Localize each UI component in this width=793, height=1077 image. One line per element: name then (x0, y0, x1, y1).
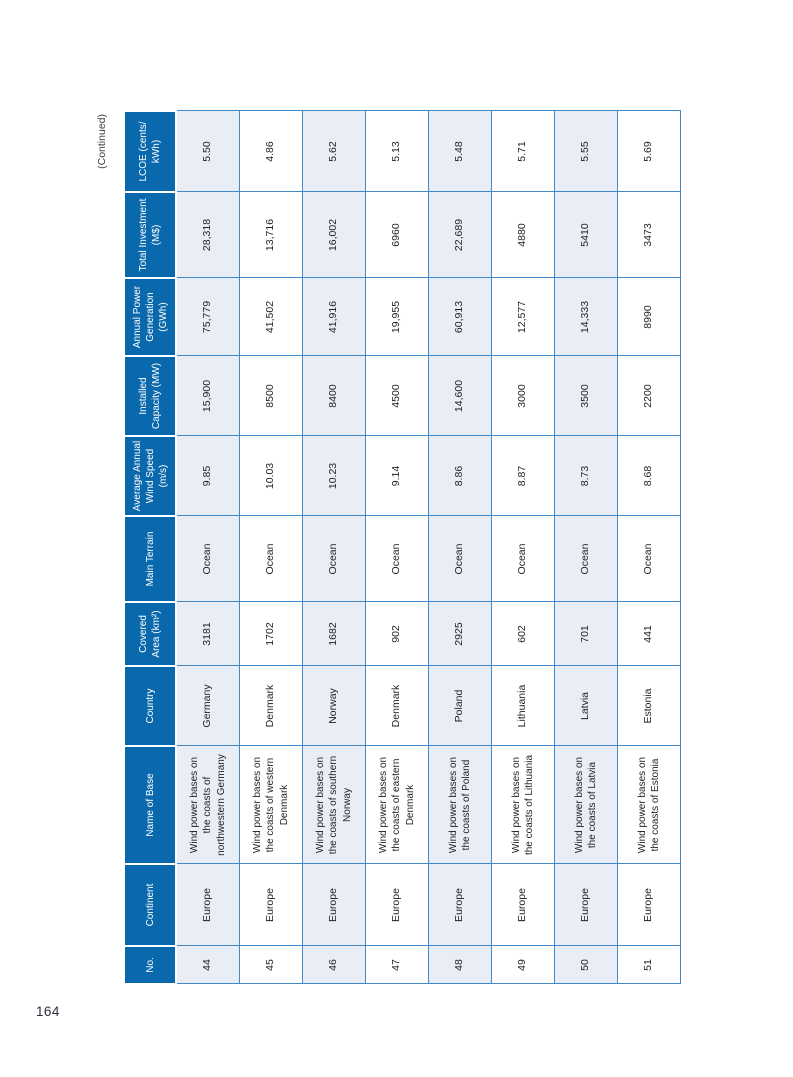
cell-name: Wind power bases on the coasts of eastern Denmark (366, 746, 429, 864)
cell-lcoe: 5.69 (618, 111, 681, 192)
cell-capacity: 8400 (303, 356, 366, 436)
cell-lcoe: 5.48 (429, 111, 492, 192)
cell-lcoe: 5.55 (555, 111, 618, 192)
cell-country: Germany (176, 666, 240, 746)
cell-continent: Europe (303, 864, 366, 946)
cell-capacity: 3000 (492, 356, 555, 436)
offshore-wind-bases-table (123, 110, 681, 985)
table-row (492, 111, 555, 984)
cell-name: Wind power bases on the coasts of Latvia (555, 746, 618, 864)
cell-investment: 6960 (366, 192, 429, 278)
table-row (303, 111, 366, 984)
cell-lcoe: 4.86 (240, 111, 303, 192)
cell-wind-speed: 8.86 (429, 436, 492, 516)
cell-generation: 12,577 (492, 278, 555, 356)
column-header-covered-area: Covered Area (km²) (124, 602, 176, 666)
cell-terrain: Ocean (240, 516, 303, 602)
column-header-no: No. (124, 946, 176, 984)
cell-wind-speed: 8.73 (555, 436, 618, 516)
table-row (176, 111, 240, 984)
page-number: 164 (36, 1004, 60, 1019)
cell-generation: 19,955 (366, 278, 429, 356)
cell-continent: Europe (176, 864, 240, 946)
table-row (555, 111, 618, 984)
column-header-generation: Annual Power Generation (GWh) (124, 278, 176, 356)
cell-wind-speed: 9.14 (366, 436, 429, 516)
cell-terrain: Ocean (492, 516, 555, 602)
cell-continent: Europe (555, 864, 618, 946)
cell-name: Wind power bases on the coasts of Estonia (618, 746, 681, 864)
cell-no: 47 (366, 946, 429, 984)
cell-generation: 8990 (618, 278, 681, 356)
cell-capacity: 3500 (555, 356, 618, 436)
cell-country: Denmark (240, 666, 303, 746)
cell-covered-area: 441 (618, 602, 681, 666)
cell-investment: 16,002 (303, 192, 366, 278)
cell-terrain: Ocean (555, 516, 618, 602)
cell-investment: 22,689 (429, 192, 492, 278)
table-header (124, 111, 176, 984)
cell-generation: 60,913 (429, 278, 492, 356)
cell-covered-area: 701 (555, 602, 618, 666)
cell-wind-speed: 8.68 (618, 436, 681, 516)
table-row (618, 111, 681, 984)
cell-name: Wind power bases on the coasts of Lithuania (492, 746, 555, 864)
table-row (429, 111, 492, 984)
table-row (240, 111, 303, 984)
column-header-continent: Continent (124, 864, 176, 946)
cell-capacity: 8500 (240, 356, 303, 436)
cell-name: Wind power bases on the coasts of southern Norway (303, 746, 366, 864)
cell-generation: 14,333 (555, 278, 618, 356)
cell-wind-speed: 8.87 (492, 436, 555, 516)
cell-country: Poland (429, 666, 492, 746)
cell-no: 50 (555, 946, 618, 984)
column-header-capacity: Installed Capacity (MW) (124, 356, 176, 436)
cell-capacity: 4500 (366, 356, 429, 436)
cell-investment: 4880 (492, 192, 555, 278)
cell-covered-area: 602 (492, 602, 555, 666)
cell-country: Latvia (555, 666, 618, 746)
cell-country: Lithuania (492, 666, 555, 746)
cell-terrain: Ocean (366, 516, 429, 602)
cell-name: Wind power bases on the coasts of northwestern Germany (176, 746, 240, 864)
cell-lcoe: 5.71 (492, 111, 555, 192)
cell-wind-speed: 9.85 (176, 436, 240, 516)
cell-country: Estonia (618, 666, 681, 746)
cell-investment: 13,716 (240, 192, 303, 278)
column-header-lcoe: LCOE (cents/ kWh) (124, 111, 176, 192)
column-header-name: Name of Base (124, 746, 176, 864)
cell-terrain: Ocean (176, 516, 240, 602)
cell-generation: 75,779 (176, 278, 240, 356)
cell-continent: Europe (429, 864, 492, 946)
cell-covered-area: 902 (366, 602, 429, 666)
cell-terrain: Ocean (303, 516, 366, 602)
cell-no: 49 (492, 946, 555, 984)
cell-no: 44 (176, 946, 240, 984)
column-header-terrain: Main Terrain (124, 516, 176, 602)
cell-name: Wind power bases on the coasts of Poland (429, 746, 492, 864)
cell-continent: Europe (492, 864, 555, 946)
cell-wind-speed: 10.03 (240, 436, 303, 516)
cell-capacity: 2200 (618, 356, 681, 436)
cell-no: 51 (618, 946, 681, 984)
cell-covered-area: 3181 (176, 602, 240, 666)
cell-name: Wind power bases on the coasts of western Denmark (240, 746, 303, 864)
cell-capacity: 14,600 (429, 356, 492, 436)
cell-generation: 41,916 (303, 278, 366, 356)
cell-covered-area: 2925 (429, 602, 492, 666)
cell-investment: 5410 (555, 192, 618, 278)
column-header-investment: Total Investment (M$) (124, 192, 176, 278)
column-header-wind-speed: Average Annual Wind Speed (m/s) (124, 436, 176, 516)
table-body (176, 111, 681, 984)
cell-terrain: Ocean (429, 516, 492, 602)
cell-lcoe: 5.62 (303, 111, 366, 192)
cell-no: 48 (429, 946, 492, 984)
table-row (366, 111, 429, 984)
cell-no: 45 (240, 946, 303, 984)
cell-continent: Europe (366, 864, 429, 946)
cell-generation: 41,502 (240, 278, 303, 356)
cell-capacity: 15,900 (176, 356, 240, 436)
header-row (124, 111, 176, 984)
continued-label: (Continued) (96, 114, 108, 169)
cell-covered-area: 1682 (303, 602, 366, 666)
cell-no: 46 (303, 946, 366, 984)
cell-lcoe: 5.50 (176, 111, 240, 192)
cell-wind-speed: 10.23 (303, 436, 366, 516)
cell-continent: Europe (240, 864, 303, 946)
rotated-table-area (96, 112, 664, 985)
cell-country: Denmark (366, 666, 429, 746)
cell-investment: 3473 (618, 192, 681, 278)
cell-covered-area: 1702 (240, 602, 303, 666)
cell-continent: Europe (618, 864, 681, 946)
cell-lcoe: 5.13 (366, 111, 429, 192)
cell-terrain: Ocean (618, 516, 681, 602)
column-header-country: Country (124, 666, 176, 746)
cell-investment: 28,318 (176, 192, 240, 278)
cell-country: Norway (303, 666, 366, 746)
